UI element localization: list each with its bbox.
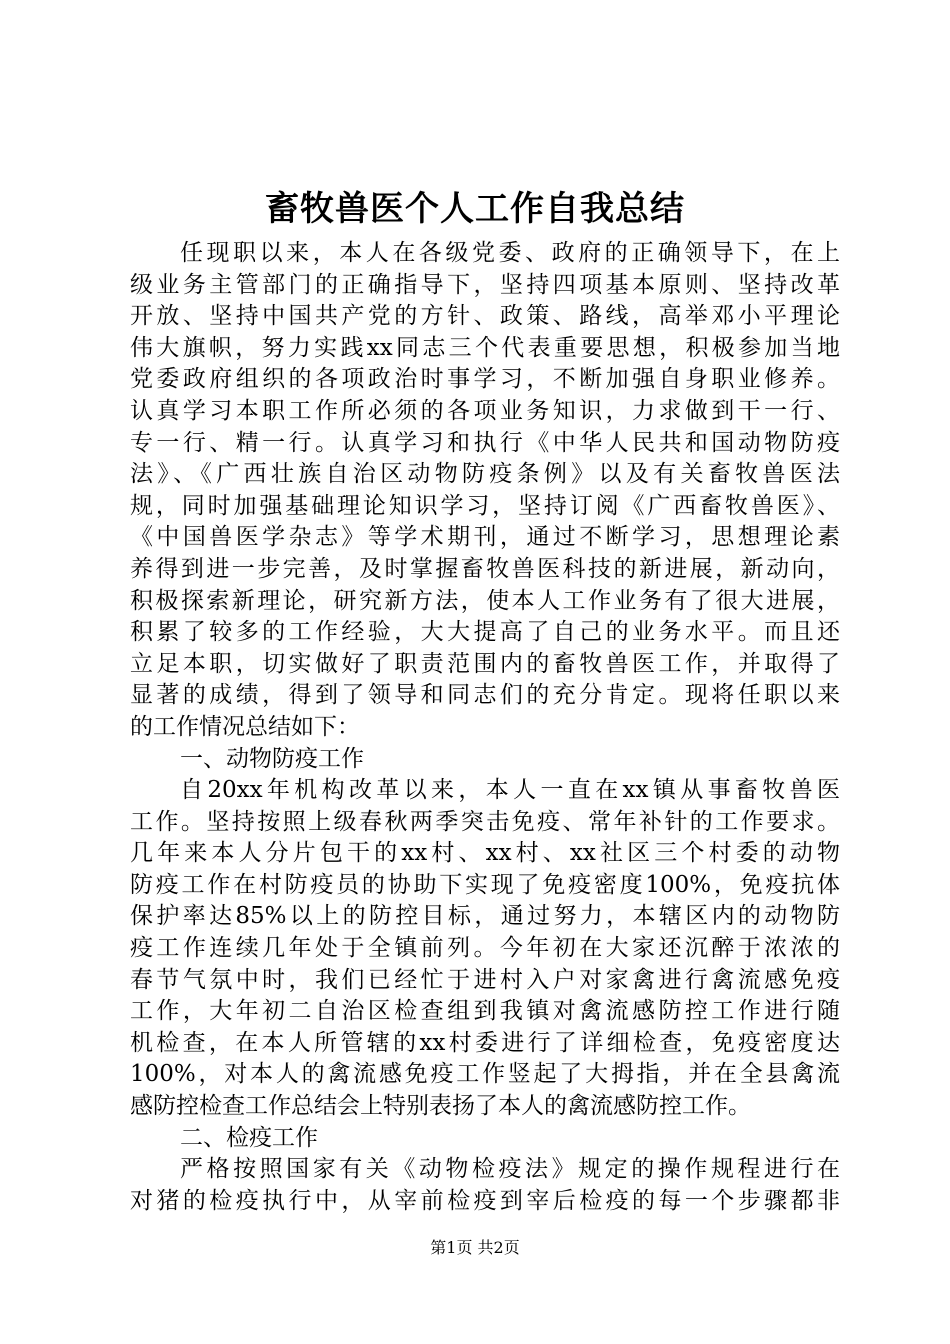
body-line: 对猪的检疫执行中，从宰前检疫到宰后检疫的每一个步骤都非 xyxy=(130,1187,840,1214)
body-line: 《中国兽医学杂志》等学术期刊，通过不断学习，思想理论素 xyxy=(130,524,840,551)
body-line: 级业务主管部门的正确指导下，坚持四项基本原则、坚持改革 xyxy=(130,271,840,298)
body-line: 疫工作连续几年处于全镇前列。今年初在大家还沉醉于浓浓的 xyxy=(130,935,840,962)
body-line: 立足本职，切实做好了职责范围内的畜牧兽医工作，并取得了 xyxy=(130,650,840,677)
page-number-footer: 第1页 共2页 xyxy=(430,1238,520,1257)
body-line: 感防控检查工作总结会上特别表扬了本人的禽流感防控工作。 xyxy=(130,1093,751,1120)
body-line: 严格按照国家有关《动物检疫法》规定的操作规程进行在 xyxy=(180,1156,840,1183)
body-line: 保护率达85%以上的防控目标，通过努力，本辖区内的动物防 xyxy=(130,903,840,930)
body-line: 任现职以来，本人在各级党委、政府的正确领导下，在上 xyxy=(180,240,840,266)
body-line: 几年来本人分片包干的xx村、xx村、xx社区三个村委的动物 xyxy=(130,840,840,867)
body-line: 自20xx年机构改革以来，本人一直在xx镇从事畜牧兽医 xyxy=(180,777,840,804)
body-line: 的工作情况总结如下： xyxy=(130,713,360,740)
body-line: 防疫工作在村防疫员的协助下实现了免疫密度100%，免疫抗体 xyxy=(130,871,840,898)
body-line: 积累了较多的工作经验，大大提高了自己的业务水平。而且还 xyxy=(130,619,840,646)
document-body xyxy=(130,238,840,1217)
body-line: 伟大旗帜，努力实践xx同志三个代表重要思想，积极参加当地 xyxy=(130,334,840,361)
body-line: 法》、《广西壮族自治区动物防疫条例》以及有关畜牧兽医法 xyxy=(130,461,840,488)
body-line: 100%，对本人的禽流感免疫工作竖起了大拇指，并在全县禽流 xyxy=(130,1061,840,1088)
document-title: 畜牧兽医个人工作自我总结 xyxy=(265,189,685,229)
section-heading: 二、检疫工作 xyxy=(180,1124,318,1151)
section-heading: 一、动物防疫工作 xyxy=(180,745,364,772)
body-line: 积极探索新理论，研究新方法，使本人工作业务有了很大进展， xyxy=(130,587,840,614)
body-line: 规，同时加强基础理论知识学习，坚持订阅《广西畜牧兽医》、 xyxy=(130,492,840,519)
body-line: 工作，大年初二自治区检查组到我镇对禽流感防控工作进行随 xyxy=(130,998,840,1025)
body-line: 显著的成绩，得到了领导和同志们的充分肯定。现将任职以来 xyxy=(130,682,840,709)
body-line: 认真学习本职工作所必须的各项业务知识，力求做到干一行、 xyxy=(130,397,840,424)
body-line: 养得到进一步完善，及时掌握畜牧兽医科技的新进展，新动向， xyxy=(130,555,840,582)
body-line: 工作。坚持按照上级春秋两季突击免疫、常年补针的工作要求。 xyxy=(130,808,840,835)
body-line: 春节气氛中时，我们已经忙于进村入户对家禽进行禽流感免疫 xyxy=(130,966,840,993)
body-line: 专一行、精一行。认真学习和执行《中华人民共和国动物防疫 xyxy=(130,429,840,456)
body-line: 机检查，在本人所管辖的xx村委进行了详细检查，免疫密度达 xyxy=(130,1029,840,1056)
body-line: 开放、坚持中国共产党的方针、政策、路线，高举邓小平理论 xyxy=(130,303,840,330)
body-line: 党委政府组织的各项政治时事学习，不断加强自身职业修养。 xyxy=(130,366,840,393)
